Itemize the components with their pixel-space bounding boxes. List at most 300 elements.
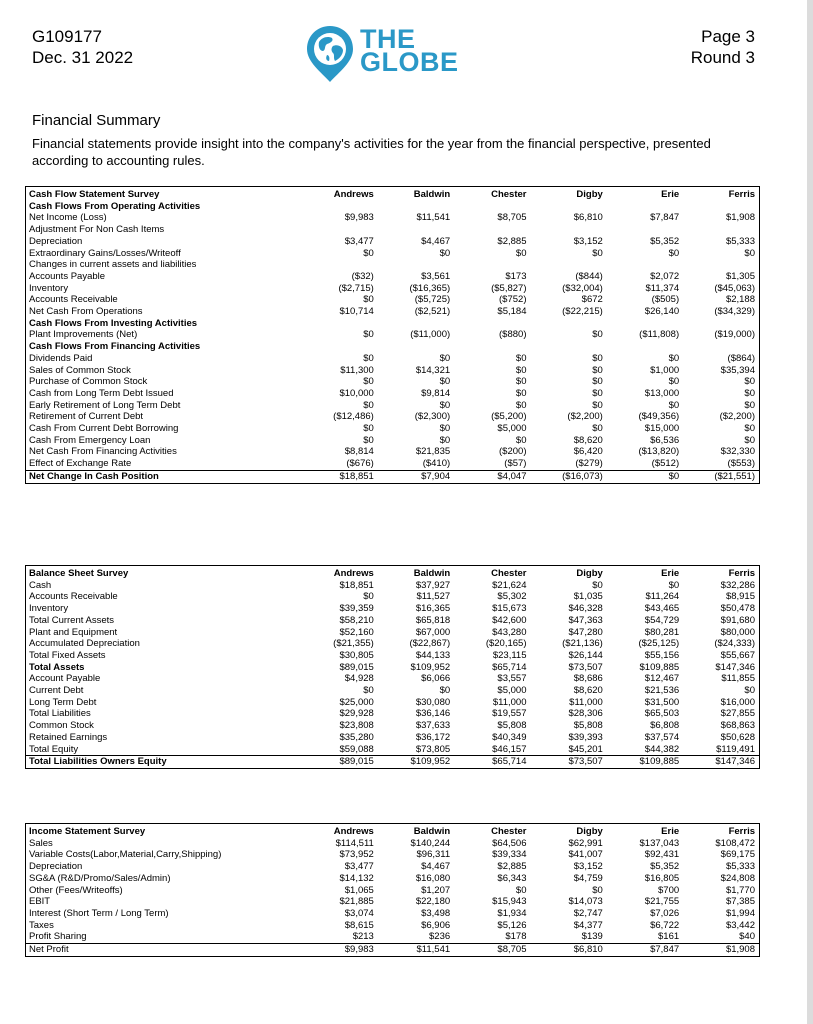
cell-value: $4,467 [421, 861, 451, 873]
column-header-chester: Chester [491, 826, 527, 837]
table-row [26, 920, 760, 932]
cell-value: $0 [744, 423, 755, 435]
cell-value: $5,126 [497, 919, 527, 931]
table-row [26, 885, 760, 897]
section-title: Financial Summary [32, 112, 161, 129]
row-label: Cash from Long Term Debt Issued [29, 387, 174, 399]
cell-value: $2,188 [725, 294, 755, 306]
cell-value: $0 [592, 247, 603, 259]
cell-value: $0 [363, 685, 374, 697]
cell-value: $16,805 [644, 872, 680, 884]
cell-value: $15,000 [644, 423, 680, 435]
cell-value: $50,478 [720, 603, 755, 615]
logo-line-2: GLOBE [360, 47, 459, 77]
cell-value: $6,810 [530, 944, 606, 957]
cell-value [607, 201, 683, 213]
cell-value: $16,080 [415, 872, 451, 884]
report-date: Dec. 31 2022 [32, 48, 134, 67]
table-row [26, 365, 760, 377]
row-label: Changes in current assets and liabilities [29, 259, 197, 271]
cell-value: $5,808 [497, 720, 527, 732]
cell-value: $35,394 [720, 364, 755, 376]
cell-value [454, 259, 530, 271]
table-row [26, 720, 760, 732]
cell-value: $178 [505, 931, 527, 943]
cell-value: $8,615 [344, 919, 374, 931]
cell-value: $36,172 [415, 731, 451, 743]
column-header-baldwin: Baldwin [413, 189, 451, 200]
cell-value: $11,374 [645, 282, 680, 294]
cell-value: $58,210 [339, 614, 374, 626]
cell-value [302, 224, 378, 236]
cell-value [378, 224, 454, 236]
cell-value: $41,007 [568, 849, 603, 861]
cell-value: $21,624 [492, 579, 527, 591]
cell-value: $45,201 [568, 743, 603, 755]
cell-value [607, 259, 683, 271]
cell-value: $4,759 [573, 872, 603, 884]
cell-value: ($19,000) [714, 329, 755, 341]
page-number: Page 3 [701, 27, 755, 46]
cell-value [607, 318, 683, 330]
cell-value: ($22,215) [562, 306, 603, 318]
cell-value: $21,755 [644, 896, 680, 908]
round-number: Round 3 [690, 48, 755, 67]
cell-value: $32,286 [720, 579, 755, 591]
cell-value: $10,714 [339, 306, 374, 318]
table-row [26, 591, 760, 603]
row-label: Adjustment For Non Cash Items [29, 224, 165, 236]
cell-value: $65,714 [492, 661, 527, 673]
row-label: Long Term Debt [29, 696, 97, 708]
cell-value: $39,393 [568, 731, 603, 743]
row-label: Inventory [29, 282, 69, 294]
cell-value: $0 [439, 247, 451, 259]
header-left [32, 26, 133, 68]
cell-value: $69,175 [720, 849, 755, 861]
cell-value [454, 318, 530, 330]
cell-value: ($880) [499, 329, 527, 341]
cell-value: $12,467 [644, 673, 680, 685]
cell-value: $0 [744, 685, 755, 697]
table-row [26, 580, 760, 592]
cell-value: ($512) [651, 458, 680, 470]
cell-value: $67,000 [415, 626, 451, 638]
row-label: Extraordinary Gains/Losses/Writeoff [29, 247, 181, 259]
table-row [26, 673, 760, 685]
table-row [26, 306, 760, 318]
cell-value: $22,180 [415, 896, 451, 908]
cell-value: $8,686 [573, 673, 603, 685]
cell-value: $2,747 [573, 907, 603, 919]
table-row [26, 650, 760, 662]
income-statement-header-row [26, 824, 760, 838]
cell-value: $65,714 [454, 756, 530, 769]
cell-value: $109,885 [639, 661, 680, 673]
cell-value: $114,511 [335, 837, 374, 849]
table-row [26, 849, 760, 861]
cell-value: $119,491 [716, 743, 755, 755]
cell-value: $0 [363, 434, 374, 446]
cell-value: $140,244 [410, 837, 451, 849]
cell-value: $46,157 [492, 743, 527, 755]
table-row [26, 271, 760, 283]
row-label: Total Assets [29, 661, 85, 673]
balance-sheet-title: Balance Sheet Survey [29, 568, 129, 579]
cell-value: $8,705 [497, 212, 527, 224]
cell-value: ($32,004) [562, 282, 603, 294]
cell-value: $31,500 [644, 696, 680, 708]
cell-value: $0 [439, 376, 451, 388]
column-header-ferris: Ferris [728, 568, 755, 579]
cell-value: $0 [363, 591, 374, 603]
table-row [26, 400, 760, 412]
cell-value: ($16,073) [530, 470, 606, 483]
cell-value: $5,352 [650, 235, 680, 247]
cell-value: ($505) [651, 294, 680, 306]
cell-value: $47,280 [568, 626, 603, 638]
column-header-ferris: Ferris [728, 189, 755, 200]
cell-value: ($2,521) [414, 306, 451, 318]
cell-value: $6,420 [573, 446, 603, 458]
cell-value: $26,140 [644, 306, 680, 318]
cell-value: $10,000 [339, 387, 374, 399]
table-row [26, 685, 760, 697]
column-header-chester: Chester [491, 189, 527, 200]
table-row [26, 201, 760, 213]
cell-value [454, 341, 530, 353]
table-row [26, 411, 760, 423]
cell-value: $0 [607, 470, 683, 483]
table-row [26, 248, 760, 260]
cell-value: $24,808 [720, 872, 755, 884]
cell-value: $46,328 [568, 603, 603, 615]
row-label: Plant Improvements (Net) [29, 329, 138, 341]
row-label: Total Fixed Assets [29, 649, 106, 661]
cell-value: $0 [515, 364, 527, 376]
cell-value [454, 224, 530, 236]
cell-value: $14,132 [339, 872, 374, 884]
table-row [26, 615, 760, 627]
row-label: Net Change In Cash Position [26, 470, 302, 483]
cell-value: $0 [592, 364, 603, 376]
row-label: SG&A (R&D/Promo/Sales/Admin) [29, 872, 171, 884]
cell-value: ($20,165) [485, 638, 527, 650]
cell-value: ($5,200) [491, 411, 527, 423]
cell-value: $6,808 [650, 720, 680, 732]
column-header-baldwin: Baldwin [413, 826, 451, 837]
cell-value: $0 [515, 352, 527, 364]
cell-value: $5,333 [725, 861, 755, 873]
cell-value: $50,628 [720, 731, 755, 743]
table-row [26, 931, 760, 943]
table-row [26, 376, 760, 388]
globe-logo [305, 24, 480, 88]
cell-value: $0 [363, 423, 374, 435]
cell-value: $0 [592, 423, 603, 435]
cell-value [607, 341, 683, 353]
cell-value: $1,770 [725, 884, 755, 896]
cell-value: $0 [744, 399, 755, 411]
cell-value: $4,377 [573, 919, 603, 931]
cell-value: $3,561 [421, 270, 451, 282]
table-row [26, 627, 760, 639]
cell-value: $6,066 [421, 673, 451, 685]
cell-value: $27,855 [720, 708, 755, 720]
table-row [26, 236, 760, 248]
row-label: Inventory [29, 603, 69, 615]
cell-value: $8,620 [573, 685, 603, 697]
row-label: Accounts Receivable [29, 591, 118, 603]
row-label: Profit Sharing [29, 931, 87, 943]
cell-value [378, 341, 454, 353]
cell-value: $2,885 [497, 861, 527, 873]
cell-value: ($13,820) [638, 446, 680, 458]
cell-value: $65,818 [415, 614, 451, 626]
cell-value: $3,074 [344, 907, 374, 919]
column-header-andrews: Andrews [333, 189, 374, 200]
table-row [26, 294, 760, 306]
cell-value: $15,673 [492, 603, 527, 615]
table-row [26, 744, 760, 756]
row-label: Net Cash From Financing Activities [29, 446, 177, 458]
cell-value: $3,477 [344, 861, 374, 873]
table-row [26, 224, 760, 236]
cell-value: $14,321 [415, 364, 451, 376]
cell-value: $32,330 [720, 446, 755, 458]
cell-value: ($12,486) [333, 411, 374, 423]
cell-value: $89,015 [339, 661, 374, 673]
column-header-digby: Digby [576, 568, 603, 579]
row-label: Cash Flows From Operating Activities [29, 200, 201, 212]
cell-value: ($279) [575, 458, 603, 470]
table-row [26, 896, 760, 908]
income-statement-table [25, 823, 760, 957]
cell-value: $73,952 [339, 849, 374, 861]
cell-value: $7,847 [650, 212, 680, 224]
cell-value: $28,306 [568, 708, 603, 720]
cell-value: $64,506 [492, 837, 527, 849]
table-row [26, 259, 760, 271]
cell-value [530, 341, 606, 353]
cell-value: $0 [363, 294, 374, 306]
cell-value: $96,311 [416, 849, 451, 861]
cell-value: $25,000 [339, 696, 374, 708]
cell-value: ($45,063) [714, 282, 755, 294]
cell-value: $3,152 [573, 861, 603, 873]
cell-value: $0 [363, 329, 374, 341]
cell-value: ($22,867) [409, 638, 451, 650]
cell-value: ($21,355) [333, 638, 374, 650]
cell-value: $0 [592, 376, 603, 388]
cell-value: $37,927 [415, 579, 451, 591]
cell-value: ($676) [346, 458, 374, 470]
cell-value: $0 [363, 376, 374, 388]
document-id: G109177 [32, 27, 102, 46]
cell-value: $16,365 [415, 603, 451, 615]
cell-value: $6,343 [497, 872, 527, 884]
cell-value: $43,280 [492, 626, 527, 638]
cell-value: $30,805 [339, 649, 374, 661]
table-row [26, 435, 760, 447]
row-label: Retained Earnings [29, 731, 108, 743]
cell-value: ($200) [499, 446, 527, 458]
cell-value: $5,333 [725, 235, 755, 247]
cell-value: $161 [658, 931, 680, 943]
cell-value [683, 201, 759, 213]
cell-value [454, 201, 530, 213]
cell-value: ($2,200) [719, 411, 755, 423]
cell-value: $26,144 [568, 649, 603, 661]
table-row [26, 838, 760, 850]
cell-value: $0 [515, 387, 527, 399]
row-label: Taxes [29, 919, 54, 931]
cell-value: ($16,365) [409, 282, 451, 294]
cell-value: $44,382 [644, 743, 680, 755]
row-label: Purchase of Common Stock [29, 376, 148, 388]
cell-value: $2,072 [650, 270, 680, 282]
cell-value: $11,541 [378, 944, 454, 957]
cell-value: $1,000 [650, 364, 680, 376]
cell-value: $0 [515, 247, 527, 259]
row-label: Accounts Receivable [29, 294, 118, 306]
cell-value: ($24,333) [714, 638, 755, 650]
cell-value [378, 201, 454, 213]
cell-value [683, 318, 759, 330]
cell-value: $109,952 [410, 661, 451, 673]
cell-value: $54,729 [644, 614, 680, 626]
cell-value: ($2,300) [414, 411, 451, 423]
cell-value: $21,536 [644, 685, 680, 697]
cell-value: $39,334 [492, 849, 527, 861]
cell-value [530, 201, 606, 213]
cash-flow-table [25, 186, 760, 484]
cell-value: $8,915 [725, 591, 755, 603]
column-header-digby: Digby [576, 189, 603, 200]
column-header-ferris: Ferris [728, 826, 755, 837]
column-header-erie: Erie [661, 189, 680, 200]
cell-value [378, 259, 454, 271]
cell-value: $11,300 [340, 364, 374, 376]
cell-value: $9,814 [421, 387, 451, 399]
row-label: Total Liabilities [29, 708, 91, 720]
cell-value: $672 [581, 294, 603, 306]
row-label: Plant and Equipment [29, 626, 118, 638]
cell-value: $0 [668, 579, 680, 591]
cell-value: ($2,715) [338, 282, 374, 294]
cell-value: ($11,000) [410, 329, 451, 341]
row-label: Cash From Emergency Loan [29, 434, 151, 446]
cell-value: $700 [658, 884, 680, 896]
cell-value: $1,305 [725, 270, 755, 282]
cell-value: $109,952 [378, 756, 454, 769]
cell-value: $35,280 [339, 731, 374, 743]
table-row [26, 353, 760, 365]
cell-value: ($844) [575, 270, 603, 282]
cell-value: ($864) [727, 352, 755, 364]
row-label: Net Cash From Operations [29, 306, 143, 318]
cell-value: $40 [739, 931, 755, 943]
cell-value: $30,080 [415, 696, 451, 708]
cell-value: $47,363 [568, 614, 603, 626]
cell-value: $236 [429, 931, 451, 943]
cell-value: $0 [744, 376, 755, 388]
cell-value: $213 [352, 931, 374, 943]
column-header-digby: Digby [576, 826, 603, 837]
column-header-andrews: Andrews [333, 826, 374, 837]
cell-value: $89,015 [302, 756, 378, 769]
cell-value: $0 [668, 352, 680, 364]
table-row [26, 458, 760, 470]
cell-value: $68,863 [720, 720, 755, 732]
table-row [26, 603, 760, 615]
cell-value: ($2,200) [567, 411, 603, 423]
cell-value: $4,467 [421, 235, 451, 247]
column-header-baldwin: Baldwin [413, 568, 451, 579]
table-row [26, 662, 760, 674]
cell-value: $3,498 [421, 907, 451, 919]
logo-line-1: THE [360, 24, 416, 54]
cell-value: $108,472 [715, 837, 755, 849]
cell-value: $4,928 [344, 673, 374, 685]
cell-value: $65,503 [644, 708, 680, 720]
cell-value: $59,088 [339, 743, 374, 755]
cell-value: $11,541 [416, 212, 451, 224]
row-label: Effect of Exchange Rate [29, 458, 132, 470]
table-row [26, 318, 760, 330]
row-label: Depreciation [29, 235, 83, 247]
cell-value: $1,994 [725, 907, 755, 919]
cell-value: ($32) [351, 270, 374, 282]
column-header-erie: Erie [661, 826, 680, 837]
cell-value: $3,557 [497, 673, 527, 685]
row-label: Common Stock [29, 720, 94, 732]
cell-value: $0 [592, 329, 603, 341]
table-row [26, 873, 760, 885]
cell-value: $2,885 [497, 235, 527, 247]
cell-value: $5,000 [497, 423, 527, 435]
cell-value: $0 [439, 423, 451, 435]
cell-value [607, 224, 683, 236]
cell-value [302, 259, 378, 271]
table-row [26, 708, 760, 720]
row-label: Depreciation [29, 861, 83, 873]
cell-value: $7,847 [607, 944, 683, 957]
cell-value: $39,359 [339, 603, 374, 615]
cell-value: $0 [439, 434, 451, 446]
row-label: Total Current Assets [29, 614, 115, 626]
cell-value: $6,810 [573, 212, 603, 224]
cell-value: $1,035 [573, 591, 603, 603]
table-row [26, 341, 760, 353]
cell-value: $91,680 [720, 614, 755, 626]
cell-value: $5,808 [573, 720, 603, 732]
cell-value: $3,442 [725, 919, 755, 931]
table-row [26, 388, 760, 400]
table-row [26, 283, 760, 295]
cell-value: $73,507 [530, 756, 606, 769]
cell-value: $55,667 [720, 649, 755, 661]
cell-value: $18,851 [339, 579, 374, 591]
cell-value: ($752) [499, 294, 527, 306]
cell-value: $92,431 [644, 849, 680, 861]
row-label: Total Liabilities Owners Equity [26, 756, 302, 769]
cell-value [530, 318, 606, 330]
cell-value: $0 [668, 376, 680, 388]
cell-value: $21,885 [339, 896, 374, 908]
cell-value: $0 [515, 376, 527, 388]
cell-value: $109,885 [607, 756, 683, 769]
